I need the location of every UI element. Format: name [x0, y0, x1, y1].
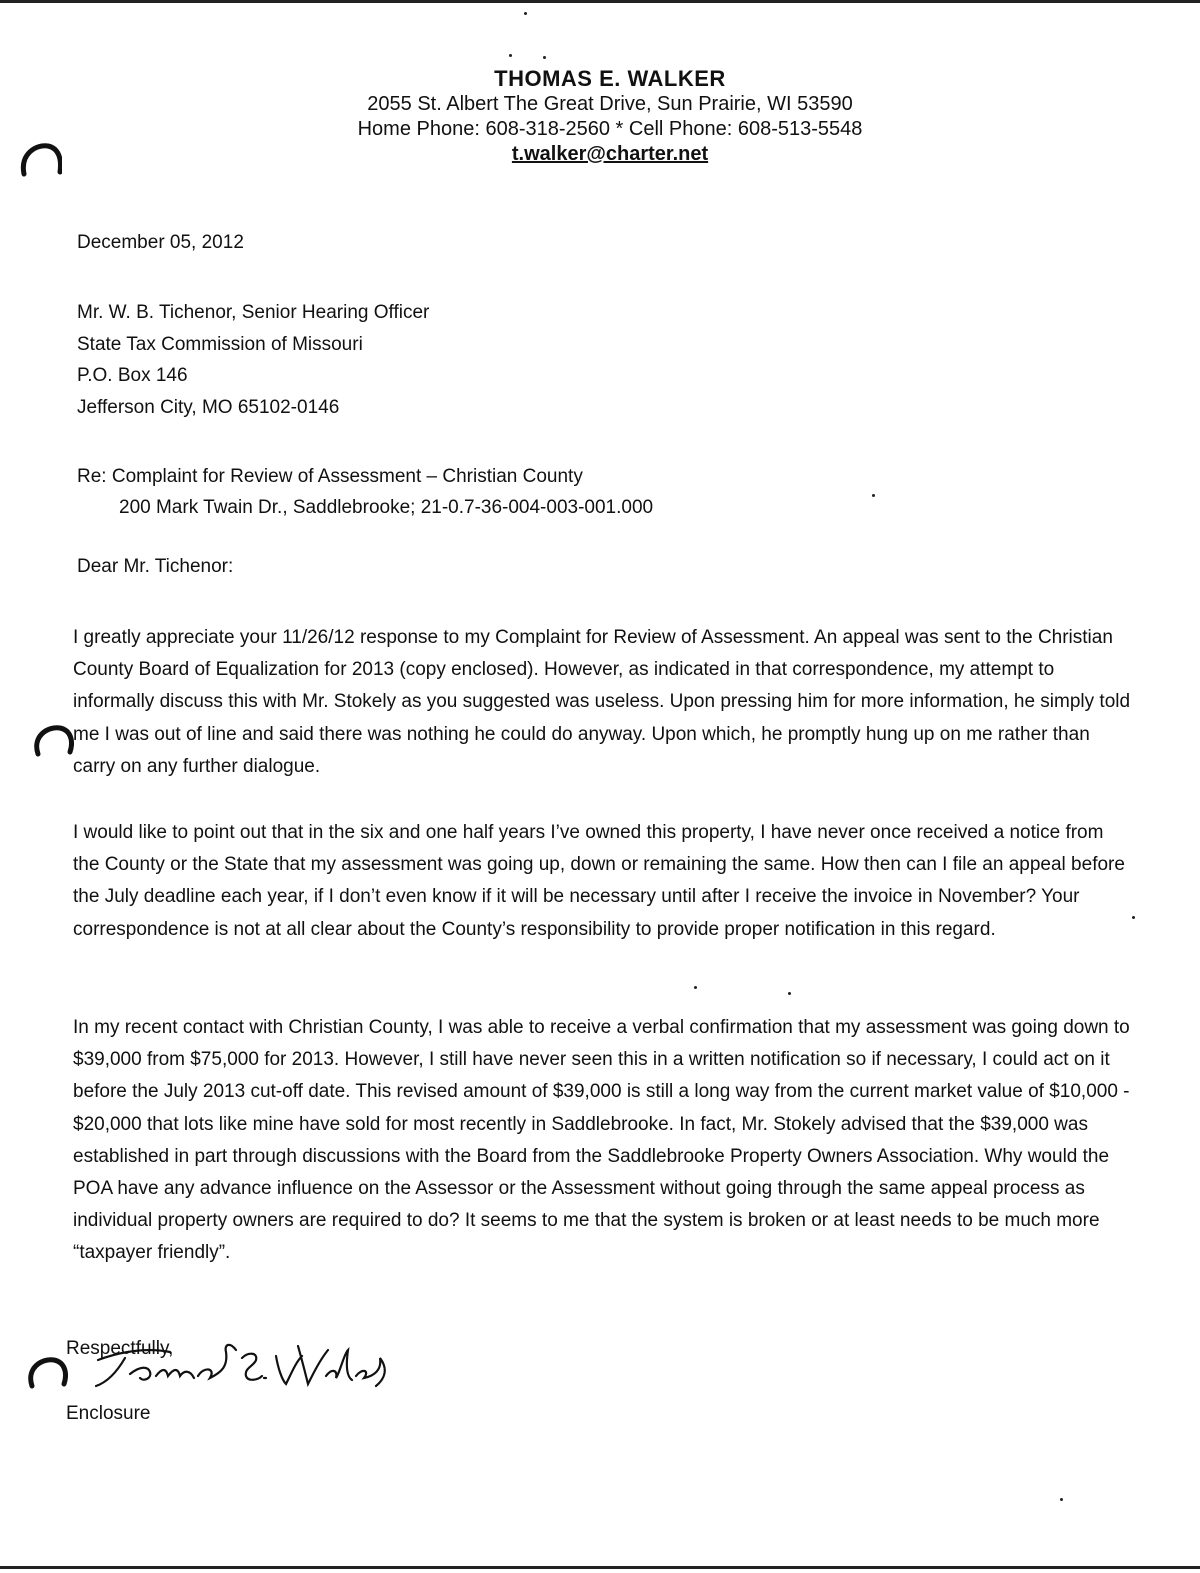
body-paragraph-1: I greatly appreciate your 11/26/12 response to my Complaint for Review of Assessment. An appeal was sent to the Christian County Board of Equalization for 2013 (copy enclosed). However, as indicated in that correspondence, my attempt to informally discuss this with Mr. Stokely as you suggested was useless. Upon pressing him for more information, he simply told me I was out of line and said there was nothing he could do anyway. Upon which, he promptly hung up on me rather than carry on any further dialogue.: [73, 627, 1131, 777]
subject-line: Re: Complaint for Review of Assessment – Christian County: [77, 466, 583, 487]
handwritten-signature: [70, 1336, 400, 1396]
scan-speck: [694, 986, 697, 989]
sender-email: t.walker@charter.net: [511, 143, 709, 165]
subject-property-line: 200 Mark Twain Dr., Saddlebrooke; 21-0.7-36-004-003-001.000: [119, 497, 654, 518]
letter-date: December 05, 2012: [77, 232, 244, 253]
scan-top-edge: [0, 0, 1200, 3]
punch-hole-mark: [30, 722, 74, 762]
subject-block: [77, 461, 653, 523]
recipient-line: P.O. Box 146: [77, 365, 188, 386]
sender-phones: Home Phone: 608-318-2560 * Cell Phone: 608-513-5548: [357, 118, 863, 140]
salutation: Dear Mr. Tichenor:: [77, 556, 234, 577]
recipient-block: [77, 297, 429, 423]
scan-speck: [524, 12, 527, 15]
scan-speck: [543, 56, 546, 59]
sender-address: 2055 St. Albert The Great Drive, Sun Prairie, WI 53590: [367, 93, 853, 115]
body-paragraph-2: I would like to point out that in the six and one half years I’ve owned this property, I have never once received a notice from the County or the State that my assessment was going up, down or remaining the same. How then can I file an appeal before the July deadline each year, if I don’t even know if it will be necessary until after I receive the invoice in November? Your correspondence is not at all clear about the County’s responsibility to provide proper notification in this regard.: [73, 822, 1125, 940]
scan-speck: [788, 992, 791, 995]
scan-bottom-edge: [0, 1566, 1200, 1569]
scan-speck: [509, 54, 512, 57]
punch-hole-mark: [18, 140, 62, 180]
body-paragraph-3: In my recent contact with Christian County, I was able to receive a verbal confirmation that my assessment was going down to $39,000 from $75,000 for 2013. However, I still have never seen this in a written notification so if necessary, I could act on it before the July 2013 cut-off date. This revised amount of $39,000 is still a long way from the current market value of $10,000 - $20,000 that lots like mine have sold for most recently in Saddlebrooke. In fact, Mr. Stokely advised that the $39,000 was established in part through discussions with the Board from the Saddlebrooke Property Owners Association. Why would the POA have any advance influence on the Assessor or the Assessment without going through the same appeal process as individual property owners are required to do? It seems to me that the system is broken or at least needs to be much more “taxpayer friendly”.: [73, 1017, 1130, 1264]
scan-speck: [1060, 1498, 1063, 1501]
letterhead: [200, 66, 1020, 167]
recipient-line: Jefferson City, MO 65102-0146: [77, 396, 340, 418]
recipient-line: Mr. W. B. Tichenor, Senior Hearing Officer: [77, 302, 430, 323]
closing: Respectfully,: [66, 1338, 174, 1359]
punch-hole-mark: [24, 1354, 68, 1394]
scan-speck: [872, 494, 875, 497]
scan-speck: [1132, 916, 1135, 919]
enclosure-note: Enclosure: [66, 1403, 151, 1424]
sender-name: THOMAS E. WALKER: [494, 66, 726, 91]
recipient-line: State Tax Commission of Missouri: [77, 333, 363, 355]
